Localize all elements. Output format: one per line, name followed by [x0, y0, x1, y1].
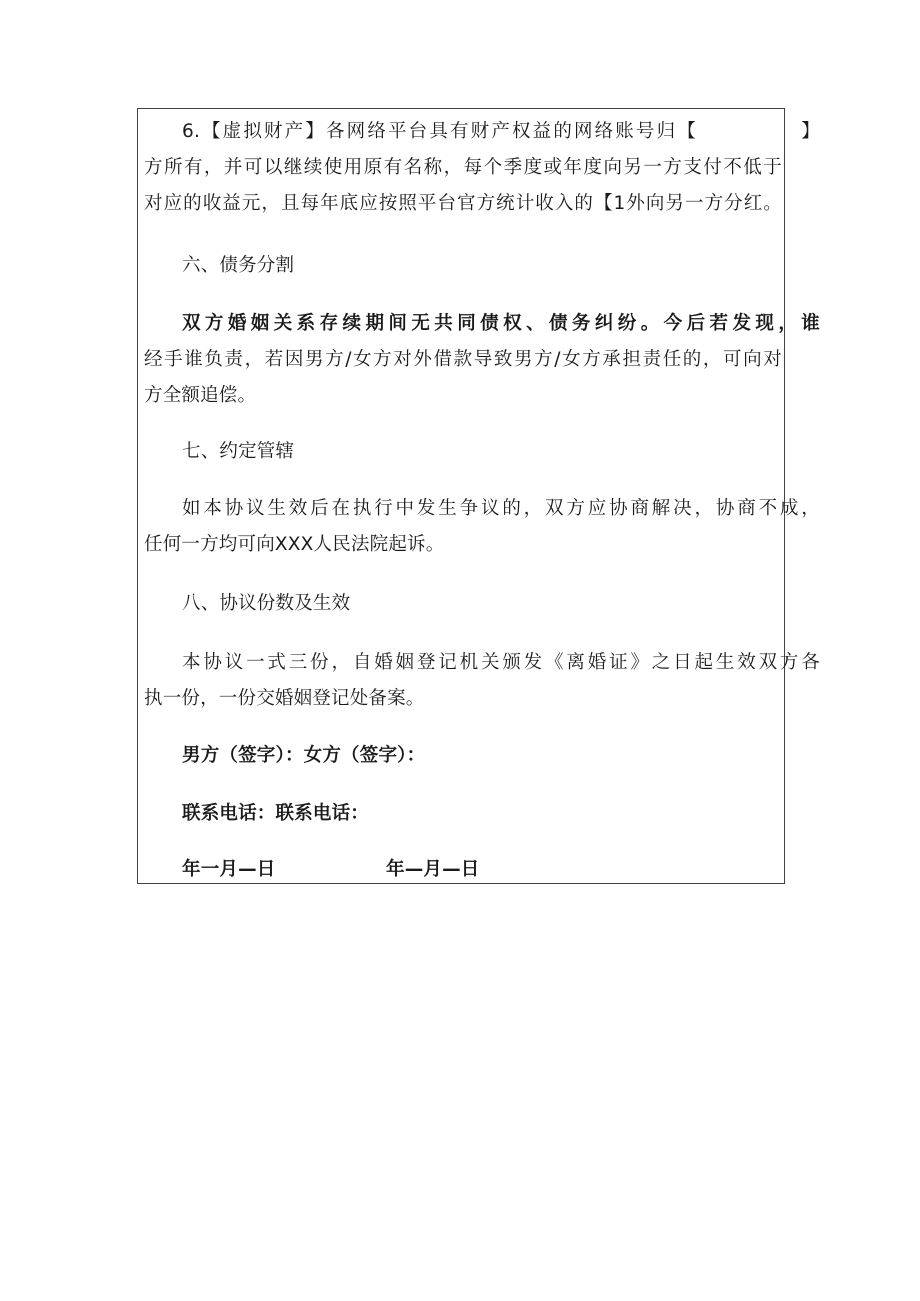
section6-line1-text: 双方婚姻关系存续期间无共同债权、债务纠纷。今后若发现，谁 [182, 313, 820, 334]
section8-line1: 本协议一式三份，自婚姻登记机关颁发《离婚证》之日起生效双方各 [182, 652, 820, 673]
section6-line1 [144, 313, 820, 335]
section6-line3: 方全额追偿。 [144, 385, 257, 406]
item6-line1: 6.【虚拟财产】各网络平台具有财产权益的网络账号归【 】 [182, 121, 820, 142]
section8-heading: 八、协议份数及生效 [182, 593, 351, 614]
section7-heading: 七、约定管辖 [182, 441, 295, 462]
item6-line2: 方所有，并可以继续使用原有名称，每个季度或年度向另一方支付不低于 [144, 157, 782, 178]
date-line [144, 859, 822, 881]
section8-line2: 执一份，一份交婚姻登记处备案。 [144, 688, 425, 709]
section6-line2: 经手谁负责，若因男方/女方对外借款导致男方/女方承担责任的，可向对 [144, 349, 782, 370]
date-right: 年—月—日 [386, 859, 480, 880]
signature-line: 男方（签字）：女方（签字）： [182, 745, 426, 766]
item6-line3: 对应的收益元，且每年底应按照平台官方统计收入的【1外向另一方分红。 [144, 193, 782, 214]
phone-line: 联系电话：联系电话： [182, 803, 370, 824]
section7-line1: 如本协议生效后在执行中发生争议的，双方应协商解决，协商不成， [182, 498, 820, 519]
date-left: 年一月—日 [182, 859, 276, 880]
document-frame [137, 108, 820, 884]
section6-heading: 六、债务分割 [182, 255, 295, 276]
section7-line2: 任何一方均可向XXX人民法院起诉。 [144, 534, 445, 555]
